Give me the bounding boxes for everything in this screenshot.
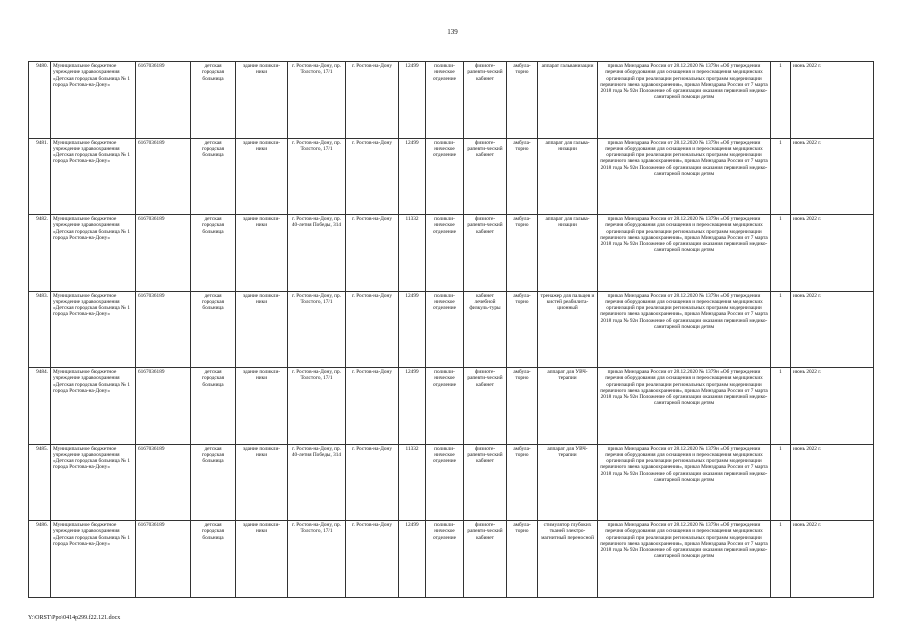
delivery-date: июнь 2022 г. [791,368,874,445]
table-row [29,521,874,598]
legal-basis: приказ Минздрава России от 28.12.2020 № 1379н «Об утверждении перечня оборудования для оснащения и переоснащения медицинских организаций при реализации региональных программ модернизации первичного звена здравоохранения», приказ Минздрава России от 7 марта 2018 года № 92н Положение об организации оказания первичной медико-санитарной помощи детям [598,291,771,368]
care-mode: амбула-торно [507,215,538,292]
address: г. Ростов-на-Дону, пр. Толстого, 17/1 [288,291,346,368]
care-mode: амбула-торно [507,138,538,215]
inn-code: 6167036189 [136,368,191,445]
row-number: 9484. [29,368,51,445]
organization-name: Муниципальное бюджетное учреждение здравоохранения «Детская городская больница № 1 города Ростова-на-Дону» [51,521,136,598]
row-number: 9483. [29,291,51,368]
equipment-registry-table [28,61,874,598]
delivery-date: июнь 2022 г. [791,138,874,215]
room: физиоте-рапевти-ческий кабинет [464,521,507,598]
department: поликли-ническое отделение [426,521,464,598]
organization-name: Муниципальное бюджетное учреждение здравоохранения «Детская городская больница № 1 города Ростова-на-Дону» [51,62,136,139]
address: г. Ростов-на-Дону, пр. Толстого, 17/1 [288,138,346,215]
building-type: здание поликли-ники [236,62,288,139]
quantity: 1 [771,444,791,521]
page-number: 139 [447,28,458,36]
city: г. Ростов-на-Дону [346,215,399,292]
code: 12499 [399,521,426,598]
legal-basis: приказ Минздрава России от 28.12.2020 № 1379н «Об утверждении перечня оборудования для оснащения и переоснащения медицинских организаций при реализации региональных программ модернизации первичного звена здравоохранения», приказ Минздрава России от 7 марта 2018 года № 92н Положение об организации оказания первичной медико-санитарной помощи детям [598,521,771,598]
code: 12499 [399,368,426,445]
organization-name: Муниципальное бюджетное учреждение здравоохранения «Детская городская больница № 1 города Ростова-на-Дону» [51,291,136,368]
organization-type: детская городская больница [191,62,236,139]
address: г. Ростов-на-Дону, пр. Толстого, 17/1 [288,62,346,139]
delivery-date: июнь 2022 г. [791,521,874,598]
organization-name: Муниципальное бюджетное учреждение здравоохранения «Детская городская больница № 1 города Ростова-на-Дону» [51,444,136,521]
building-type: здание поликли-ники [236,291,288,368]
code: 12499 [399,138,426,215]
code: 11332 [399,215,426,292]
room: кабинет лечебной физкуль-туры [464,291,507,368]
row-number: 9480. [29,62,51,139]
table-row [29,62,874,139]
address: г. Ростов-на-Дону, пр. Толстого, 17/1 [288,368,346,445]
care-mode: амбула-торно [507,521,538,598]
quantity: 1 [771,215,791,292]
room: физиоте-рапевти-ческий кабинет [464,368,507,445]
organization-type: детская городская больница [191,444,236,521]
city: г. Ростов-на-Дону [346,138,399,215]
address: г. Ростов-на-Дону, пр. 40-летия Победы, 314 [288,215,346,292]
address: г. Ростов-на-Дону, пр. Толстого, 17/1 [288,521,346,598]
equipment-name: аппарат для УВЧ-терапии [538,444,598,521]
inn-code: 6167036189 [136,291,191,368]
delivery-date: июнь 2022 г. [791,215,874,292]
equipment-name: стимулятор глубоких тканей электро-магнитный переносной [538,521,598,598]
delivery-date: июнь 2022 г. [791,291,874,368]
city: г. Ростов-на-Дону [346,444,399,521]
department: поликли-ническое отделение [426,138,464,215]
building-type: здание поликли-ники [236,444,288,521]
building-type: здание поликли-ники [236,368,288,445]
department: поликли-ническое отделение [426,444,464,521]
organization-type: детская городская больница [191,291,236,368]
room: физиоте-рапевти-ческий кабинет [464,62,507,139]
building-type: здание поликли-ники [236,215,288,292]
care-mode: амбула-торно [507,291,538,368]
room: физиоте-рапевти-ческий кабинет [464,444,507,521]
organization-name: Муниципальное бюджетное учреждение здравоохранения «Детская городская больница № 1 города Ростова-на-Дону» [51,138,136,215]
building-type: здание поликли-ники [236,138,288,215]
organization-type: детская городская больница [191,521,236,598]
care-mode: амбула-торно [507,368,538,445]
table-row [29,368,874,445]
delivery-date: июнь 2022 г. [791,62,874,139]
care-mode: амбула-торно [507,444,538,521]
quantity: 1 [771,368,791,445]
quantity: 1 [771,62,791,139]
table-row [29,291,874,368]
department: поликли-ническое отделение [426,368,464,445]
inn-code: 6167036189 [136,521,191,598]
code: 12499 [399,291,426,368]
address: г. Ростов-на-Дону, пр. 40-летия Победы, 314 [288,444,346,521]
quantity: 1 [771,291,791,368]
table-row [29,215,874,292]
code: 11332 [399,444,426,521]
row-number: 9481. [29,138,51,215]
room: физиоте-рапевти-ческий кабинет [464,215,507,292]
delivery-date: июнь 2022 г. [791,444,874,521]
city: г. Ростов-на-Дону [346,291,399,368]
department: поликли-ническое отделение [426,215,464,292]
legal-basis: приказ Минздрава России от 28.12.2020 № 1379н «Об утверждении перечня оборудования для оснащения и переоснащения медицинских организаций при реализации региональных программ модернизации первичного звена здравоохранения», приказ Минздрава России от 7 марта 2018 года № 92н Положение об организации оказания первичной медико-санитарной помощи детям [598,444,771,521]
organization-type: детская городская больница [191,368,236,445]
city: г. Ростов-на-Дону [346,368,399,445]
inn-code: 6167036189 [136,215,191,292]
equipment-name: аппарат гальванизации [538,62,598,139]
row-number: 9485. [29,444,51,521]
organization-name: Муниципальное бюджетное учреждение здравоохранения «Детская городская больница № 1 города Ростова-на-Дону» [51,368,136,445]
department: поликли-ническое отделение [426,62,464,139]
equipment-name: аппарат для гальва-низации [538,215,598,292]
room: физиоте-рапевти-ческий кабинет [464,138,507,215]
inn-code: 6167036189 [136,138,191,215]
footer-file-path: Y:\ORST\Ppo\0414p299.f22.121.docx [28,615,121,621]
equipment-name: тренажер для пальцев и кистей реабилита-ционный [538,291,598,368]
inn-code: 6167036189 [136,444,191,521]
row-number: 9482. [29,215,51,292]
legal-basis: приказ Минздрава России от 28.12.2020 № 1379н «Об утверждении перечня оборудования для оснащения и переоснащения медицинских организаций при реализации региональных программ модернизации первичного звена здравоохранения», приказ Минздрава России от 7 марта 2018 года № 92н Положение об организации оказания первичной медико-санитарной помощи детям [598,62,771,139]
quantity: 1 [771,138,791,215]
legal-basis: приказ Минздрава России от 28.12.2020 № 1379н «Об утверждении перечня оборудования для оснащения и переоснащения медицинских организаций при реализации региональных программ модернизации первичного звена здравоохранения», приказ Минздрава России от 7 марта 2018 года № 92н Положение об организации оказания первичной медико-санитарной помощи детям [598,215,771,292]
organization-type: детская городская больница [191,138,236,215]
organization-type: детская городская больница [191,215,236,292]
equipment-name: аппарат для УВЧ-терапии [538,368,598,445]
equipment-name: аппарат для гальва-низации [538,138,598,215]
legal-basis: приказ Минздрава России от 28.12.2020 № 1379н «Об утверждении перечня оборудования для оснащения и переоснащения медицинских организаций при реализации региональных программ модернизации первичного звена здравоохранения», приказ Минздрава России от 7 марта 2018 года № 92н Положение об организации оказания первичной медико-санитарной помощи детям [598,368,771,445]
row-number: 9486. [29,521,51,598]
legal-basis: приказ Минздрава России от 28.12.2020 № 1379н «Об утверждении перечня оборудования для оснащения и переоснащения медицинских организаций при реализации региональных программ модернизации первичного звена здравоохранения», приказ Минздрава России от 7 марта 2018 года № 92н Положение об организации оказания первичной медико-санитарной помощи детям [598,138,771,215]
table-row [29,138,874,215]
city: г. Ростов-на-Дону [346,62,399,139]
quantity: 1 [771,521,791,598]
building-type: здание поликли-ники [236,521,288,598]
inn-code: 6167036189 [136,62,191,139]
table-row [29,444,874,521]
care-mode: амбула-торно [507,62,538,139]
organization-name: Муниципальное бюджетное учреждение здравоохранения «Детская городская больница № 1 города Ростова-на-Дону» [51,215,136,292]
city: г. Ростов-на-Дону [346,521,399,598]
department: поликли-ническое отделение [426,291,464,368]
code: 12499 [399,62,426,139]
